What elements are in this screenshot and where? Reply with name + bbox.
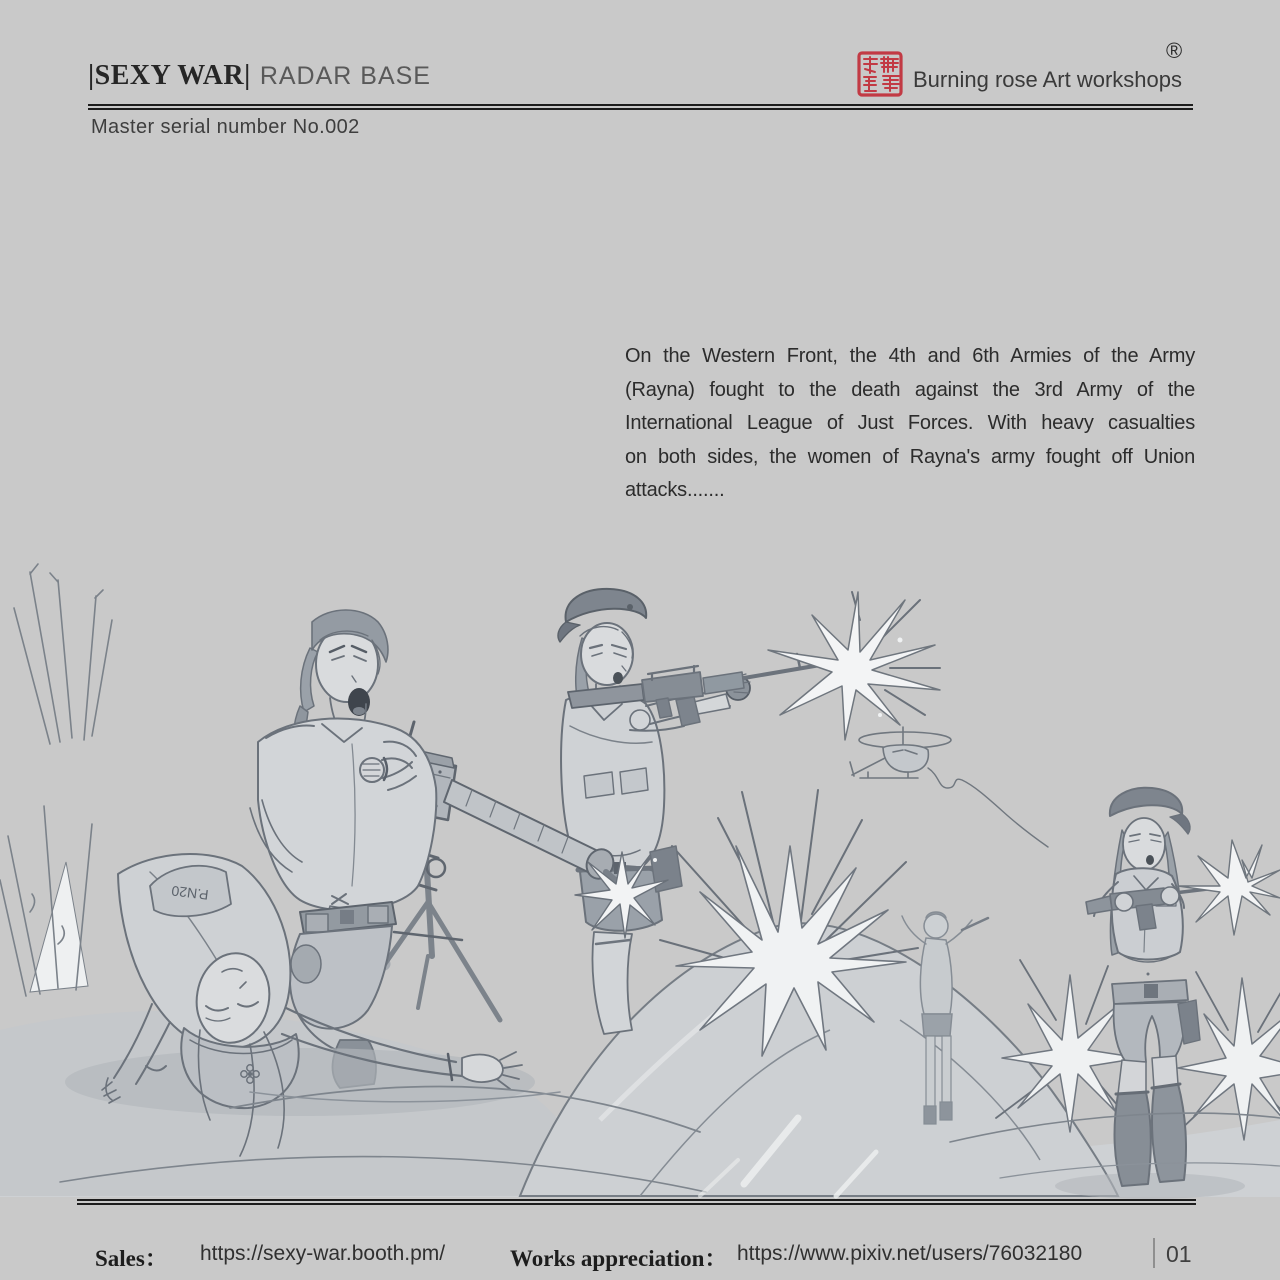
registered-trademark-mark: ® (1166, 38, 1183, 63)
story-line: (Rayna) fought to the death against the 3rd Army of the (625, 378, 1195, 401)
studio-name: Burning rose Art workshops (913, 67, 1183, 92)
burning-rose-seal-icon (857, 51, 903, 97)
serial-number: Master serial number No.002 (91, 116, 360, 138)
muzzle-flash-m16 (768, 592, 940, 740)
muzzle-flash-right (1178, 840, 1280, 935)
works-appreciation-label: Works appreciation： (510, 1246, 728, 1271)
header-title-row (88, 60, 431, 92)
works-appreciation-url[interactable]: https://www.pixiv.net/users/76032180 (737, 1242, 1083, 1265)
explosion-right-right (1176, 972, 1280, 1140)
footer-rule (77, 1199, 1196, 1205)
page-number-divider (1153, 1238, 1155, 1268)
helicopter-sketch (850, 727, 1048, 847)
story-line: on both sides, the women of Rayna's army fought off Union (625, 445, 1195, 468)
series-subtitle: RADAR BASE (259, 62, 431, 90)
studio-block (857, 51, 1182, 97)
grass-left (0, 564, 112, 996)
sales-label: Sales： (95, 1246, 168, 1271)
story-line: attacks....... (625, 479, 725, 502)
series-title: |SEXY WAR| (88, 60, 251, 91)
story-line: On the Western Front, the 4th and 6th Armies of the Army (625, 345, 1195, 367)
story-text (625, 340, 1195, 508)
page-number: 01 (1166, 1241, 1192, 1267)
uniform-patch-label: P.N20 (170, 882, 210, 904)
story-line: International League of Just Forces. With heavy casualties (625, 412, 1195, 435)
header-rule (88, 104, 1193, 110)
sales-url[interactable]: https://sexy-war.booth.pm/ (200, 1242, 446, 1265)
